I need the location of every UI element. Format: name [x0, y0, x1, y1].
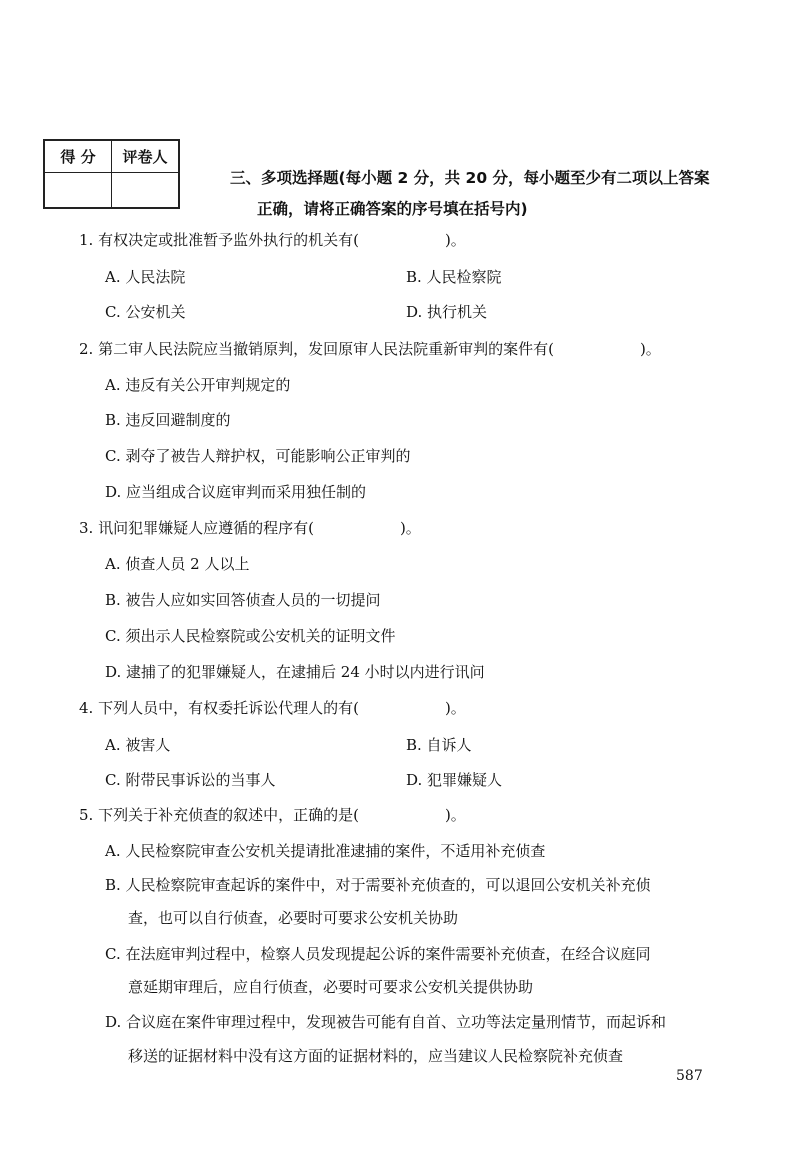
question-4 — [79, 697, 466, 718]
question-3 — [79, 517, 421, 538]
score-table — [43, 139, 180, 209]
grader-input-cell[interactable] — [112, 173, 180, 209]
question-stem-end: )。 — [444, 806, 466, 824]
section-header-line1: 三、多项选择题(每小题 2 分，共 20 分，每小题至少有二项以上答案 — [230, 169, 710, 187]
option-c-continued[interactable]: 意延期审理后，应自行侦查，必要时可要求公安机关提供协助 — [128, 978, 534, 996]
question-stem-end: )。 — [639, 340, 661, 358]
option-d-continued[interactable]: 移送的证据材料中没有这方面的证据材料的，应当建议人民检察院补充侦查 — [128, 1047, 624, 1065]
question-stem: 3. 讯问犯罪嫌疑人应遵循的程序有( — [79, 519, 314, 537]
option-a[interactable]: A. 侦查人员 2 人以上 — [105, 555, 250, 573]
question-1 — [79, 229, 466, 250]
option-c[interactable]: C. 在法庭审判过程中，检察人员发现提起公诉的案件需要补充侦查，在经合议庭同 — [105, 945, 651, 963]
option-c[interactable]: C. 剥夺了被告人辩护权，可能影响公正审判的 — [105, 447, 411, 465]
option-a[interactable]: A. 人民法院 — [105, 268, 186, 286]
option-c[interactable]: C. 公安机关 — [105, 303, 186, 321]
option-d[interactable]: D. 合议庭在案件审理过程中，发现被告可能有自首、立功等法定量刑情节，而起诉和 — [105, 1013, 667, 1031]
section-header-line2: 正确，请将正确答案的序号填在括号内) — [257, 200, 528, 218]
option-a[interactable]: A. 被害人 — [105, 736, 171, 754]
question-stem: 2. 第二审人民法院应当撤销原判，发回原审人民法院重新审判的案件有( — [79, 340, 554, 358]
option-c[interactable]: C. 附带民事诉讼的当事人 — [105, 771, 276, 789]
grader-label: 评卷人 — [112, 140, 180, 173]
option-b[interactable]: B. 人民检察院 — [406, 268, 502, 286]
question-2 — [79, 338, 661, 359]
option-d[interactable]: D. 应当组成合议庭审判而采用独任制的 — [105, 483, 367, 501]
score-input-cell[interactable] — [44, 173, 112, 209]
option-a[interactable]: A. 人民检察院审查公安机关提请批准逮捕的案件，不适用补充侦查 — [105, 842, 546, 860]
option-b[interactable]: B. 人民检察院审查起诉的案件中，对于需要补充侦查的，可以退回公安机关补充侦 — [105, 876, 651, 894]
question-stem-end: )。 — [444, 231, 466, 249]
question-stem-end: )。 — [444, 699, 466, 717]
question-5 — [79, 804, 466, 825]
option-c[interactable]: C. 须出示人民检察院或公安机关的证明文件 — [105, 627, 396, 645]
option-d[interactable]: D. 执行机关 — [406, 303, 488, 321]
page-number: 587 — [676, 1068, 703, 1084]
score-label: 得 分 — [44, 140, 112, 173]
option-b[interactable]: B. 被告人应如实回答侦查人员的一切提问 — [105, 591, 381, 609]
option-b-continued[interactable]: 查，也可以自行侦查，必要时可要求公安机关协助 — [128, 909, 459, 927]
option-d[interactable]: D. 逮捕了的犯罪嫌疑人，在逮捕后 24 小时以内进行讯问 — [105, 663, 485, 681]
option-a[interactable]: A. 违反有关公开审判规定的 — [105, 376, 291, 394]
option-b[interactable]: B. 自诉人 — [406, 736, 472, 754]
question-stem: 4. 下列人员中，有权委托诉讼代理人的有( — [79, 699, 359, 717]
section-header — [230, 163, 750, 225]
option-d[interactable]: D. 犯罪嫌疑人 — [406, 771, 503, 789]
question-stem: 5. 下列关于补充侦查的叙述中，正确的是( — [79, 806, 359, 824]
question-stem-end: )。 — [399, 519, 421, 537]
question-stem: 1. 有权决定或批准暂予监外执行的机关有( — [79, 231, 359, 249]
option-b[interactable]: B. 违反回避制度的 — [105, 411, 231, 429]
